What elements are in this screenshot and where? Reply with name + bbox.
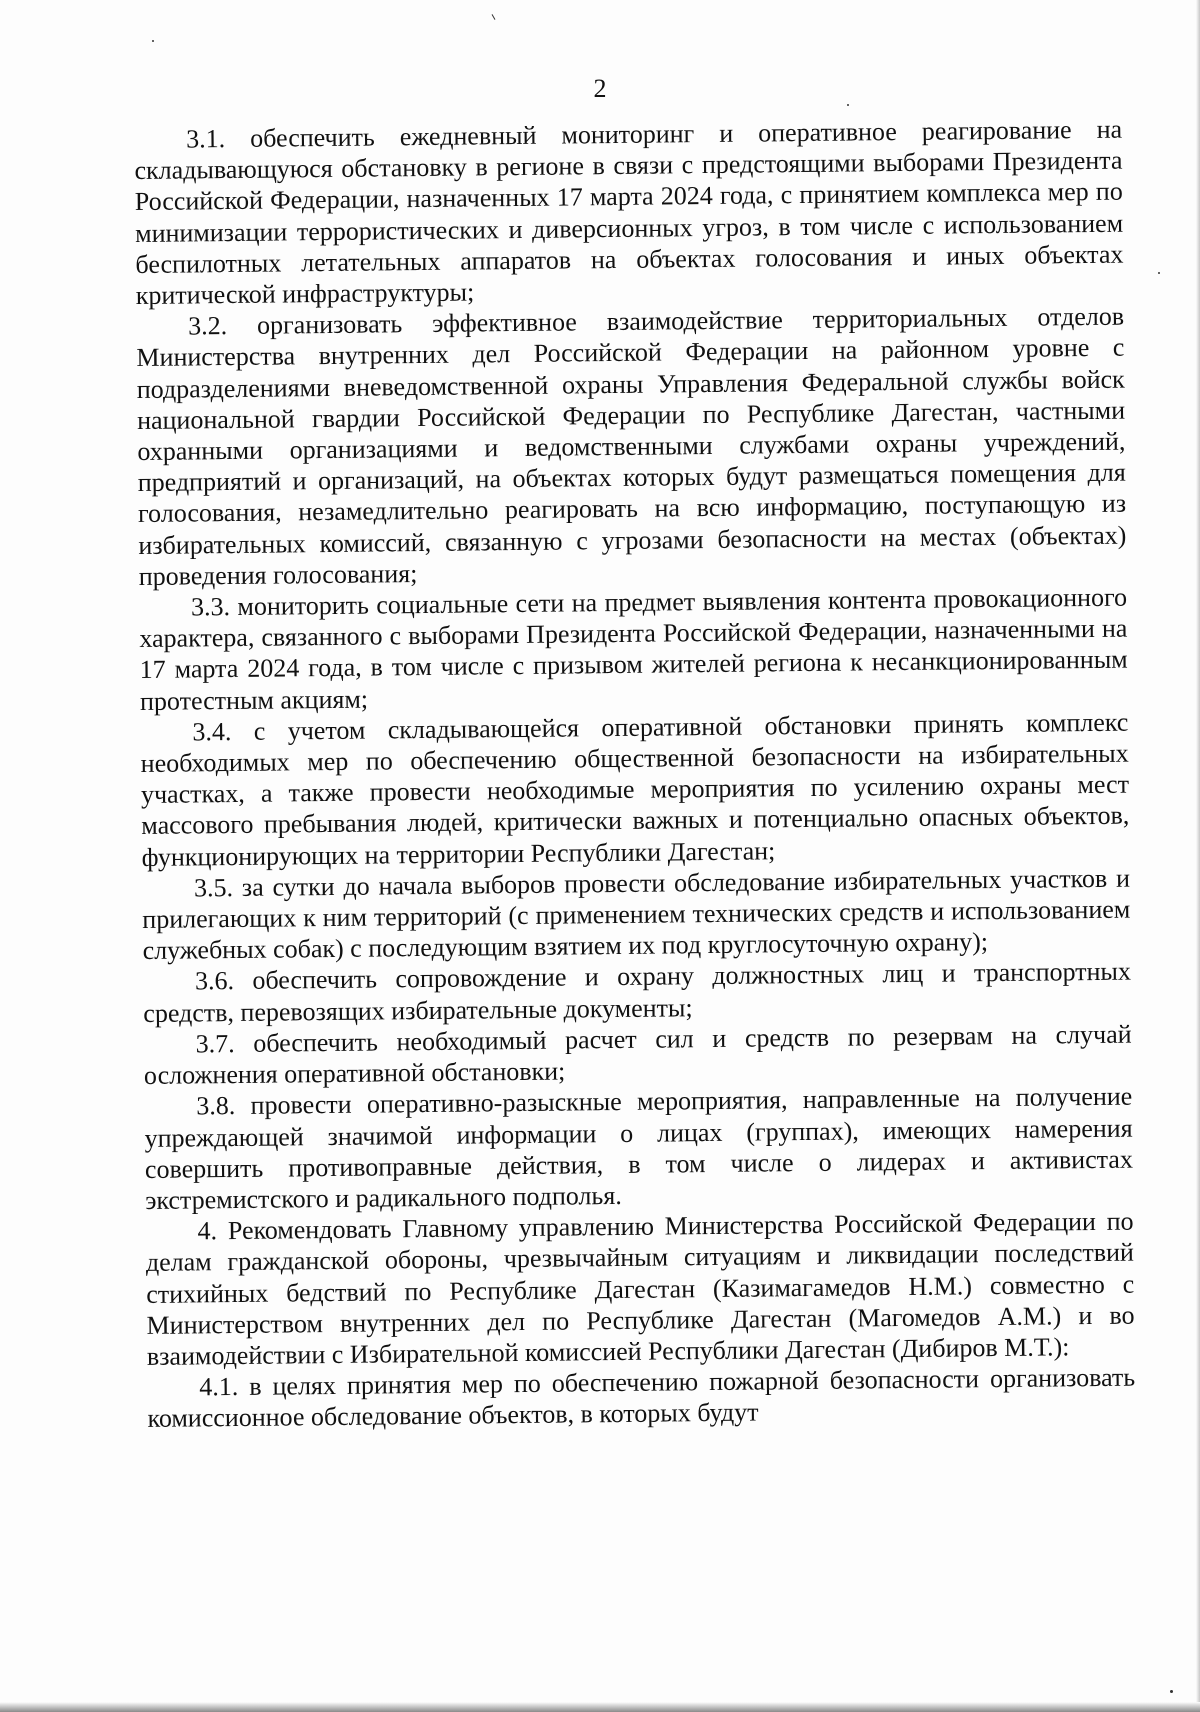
scan-speck bbox=[847, 104, 849, 106]
paragraph-3-6: 3.6. обеспечить сопровождение и охрану должностных лиц и транспортных средств, перевозящих избирательные документы; bbox=[143, 957, 1132, 1028]
paragraph-3-2: 3.2. организовать эффективное взаимодействие территориальных отделов Министерства внутренних дел Российской Федерации на районном уровне с подразделениями вневедомственной охраны Управления Федеральной службы войск национальной гвардии Российской Федерации по Республике Дагестан, частными охранными организациями и ведомственными службами охраны учреждений, предприятий и организаций, на объектах которых будут размещаться помещения для голосования, незамедлительно реагировать на всю информацию, поступающую из избирательных комиссий, связанную с угрозами безопасности на местах (объектах) проведения голосования; bbox=[136, 301, 1127, 591]
paragraph-3-1: 3.1. обеспечить ежедневный мониторинг и оперативное реагирование на складывающуюся обстановку в регионе в связи с предстоящими выборами Президента Российской Федерации, назначенных 17 марта 2024 года, с принятием комплекса мер по минимизации террористических и диверсионных угроз, в том числе с использованием беспилотных летательных аппаратов на объектах голосования и иных объектах критической инфраструктуры; bbox=[134, 114, 1124, 311]
scan-speck bbox=[152, 40, 154, 42]
scan-speck bbox=[492, 14, 496, 20]
paragraph-4: 4. Рекомендовать Главному управлению Министерства Российской Федерации по делам гражданской обороны, чрезвычайным ситуациям и ликвидации последствий стихийных бедствий по Республике Дагестан (Казимагамедов Н.М.) совместно с Министерством внутренних дел по Республике Дагестан (Магомедов А.М.) и во взаимодействии с Избирательной комиссией Республики Дагестан (Дибиров М.Т.): bbox=[145, 1206, 1135, 1371]
document-body bbox=[134, 114, 1136, 1435]
paragraph-3-4: 3.4. с учетом складывающейся оперативной обстановки принять комплекс необходимых мер по обеспечению общественной безопасности на избирательных участках, а также провести необходимые мероприятия по усилению охраны мест массового пребывания людей, критически важных и потенциально опасных объектов, функционирующих на территории Республики Дагестан; bbox=[140, 707, 1130, 872]
scan-speck bbox=[1170, 1690, 1173, 1693]
paragraph-4-1: 4.1. в целях принятия мер по обеспечению пожарной безопасности организовать комиссионное обследование объектов, в которых будут bbox=[147, 1362, 1136, 1434]
paragraph-3-8: 3.8. провести оперативно-разыскные мероприятия, направленные на получение упреждающей значимой информации о лицах (группах), имеющих намерения совершить противоправные действия, в том числе о лидерах и активистах экстремистского и радикального подполья. bbox=[144, 1081, 1134, 1215]
paragraph-3-5: 3.5. за сутки до начала выборов провести обследование избирательных участков и прилегающих к ним территорий (с применением технических средств и использованием служебных собак) с последующим взятием их под круглосуточную охрану); bbox=[142, 863, 1131, 966]
paragraph-3-3: 3.3. мониторить социальные сети на предмет выявления контента провокационного характера, связанного с выборами Президента Российской Федерации, назначенными на 17 марта 2024 года, в том числе с призывом жителей региона к несанкционированным протестным акциям; bbox=[139, 582, 1128, 716]
scan-right-edge bbox=[1196, 0, 1200, 1712]
scan-bottom-edge bbox=[0, 1702, 1200, 1712]
page-number: 2 bbox=[593, 74, 607, 103]
scan-speck bbox=[1158, 272, 1160, 274]
paragraph-3-7: 3.7. обеспечить необходимый расчет сил и средств по резервам на случай осложнения оперативной обстановки; bbox=[143, 1019, 1132, 1091]
